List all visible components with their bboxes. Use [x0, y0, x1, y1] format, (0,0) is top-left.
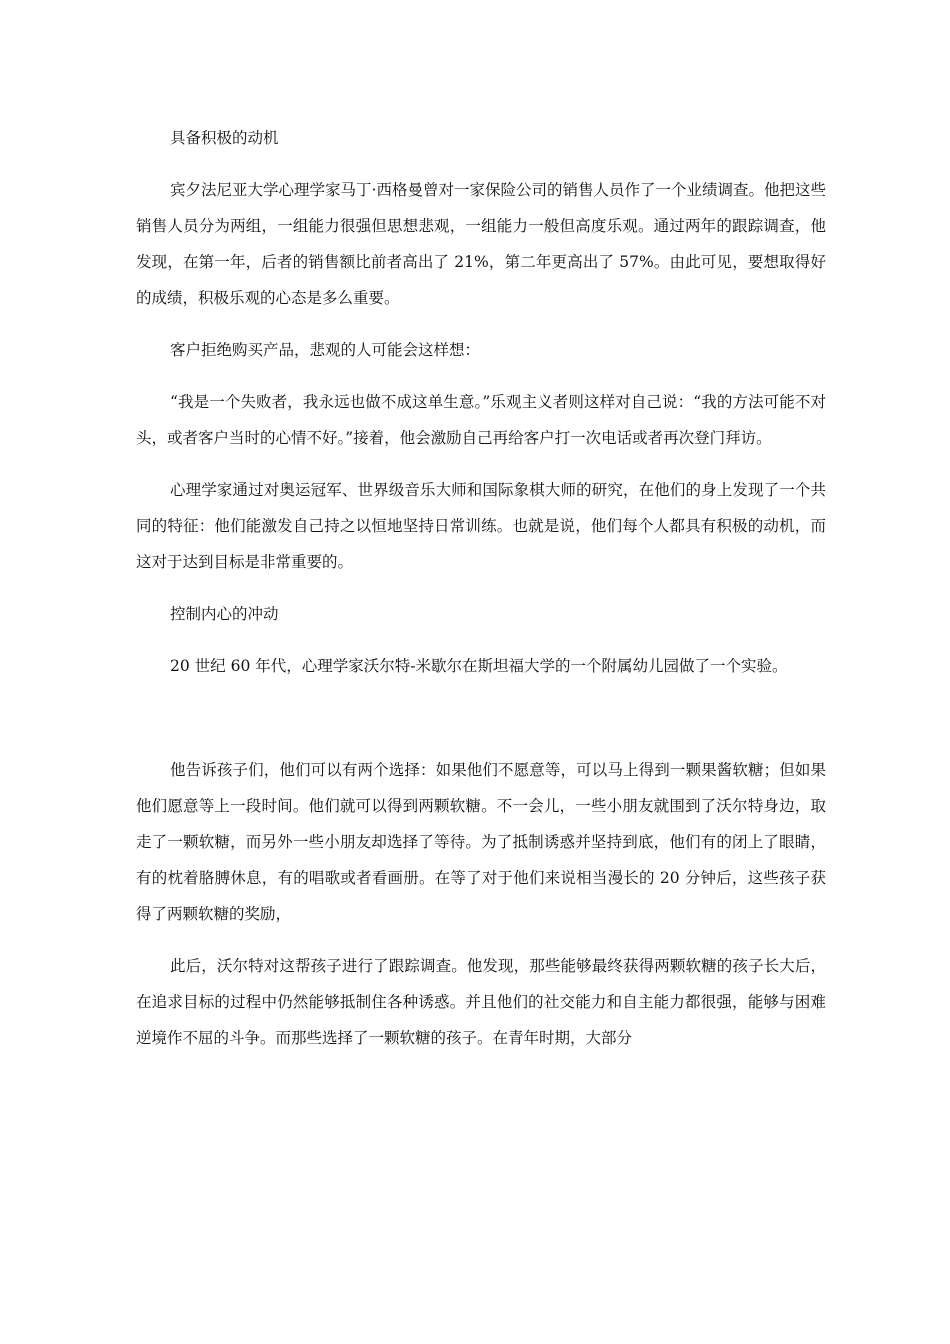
section-heading-motivation: 具备积极的动机 [170, 129, 279, 147]
paragraph-marshmallow-experiment: 他告诉孩子们，他们可以有两个选择：如果他们不愿意等，可以马上得到一颗果酱软糖；但如果他们愿意等上一段时间。他们就可以得到两颗软糖。不一会儿，一些小朋友就围到了沃尔特身边，取走了一颗软糖，而另外一些小朋友却选择了等待。为了抵制诱惑并坚持到底，他们有的闭上了眼睛，有的枕着胳膊休息，有的唱歌或者看画册。在等了对于他们来说相当漫长的 20 分钟后，这些孩子获得了两颗软糖的奖励， [136, 761, 826, 923]
paragraph-seligman-study: 宾夕法尼亚大学心理学家马丁·西格曼曾对一家保险公司的销售人员作了一个业绩调查。他把这些销售人员分为两组，一组能力很强但思想悲观，一组能力一般但高度乐观。通过两年的跟踪调查，他发现，在第一年，后者的销售额比前者高出了 21%，第二年更高出了 57%。由此可见，要想取得好的成绩，积极乐观的心态是多么重要。 [136, 181, 826, 307]
section-heading-impulse-control: 控制内心的冲动 [170, 605, 279, 623]
paragraph-follow-up-study: 此后，沃尔特对这帮孩子进行了跟踪调查。他发现，那些能够最终获得两颗软糖的孩子长大后，在追求目标的过程中仍然能够抵制住各种诱惑。并且他们的社交能力和自主能力都很强，能够与困难逆境作不屈的斗争。而那些选择了一颗软糖的孩子。在青年时期，大部分 [136, 957, 826, 1047]
paragraph-champions-research: 心理学家通过对奥运冠军、世界级音乐大师和国际象棋大师的研究，在他们的身上发现了一个共同的特征：他们能激发自己持之以恒地坚持日常训练。也就是说，他们每个人都具有积极的动机，而这对于达到目标是非常重要的。 [136, 481, 826, 571]
paragraph-mischel-intro: 20 世纪 60 年代，心理学家沃尔特-米歇尔在斯坦福大学的一个附属幼儿园做了一个实验。 [170, 657, 788, 675]
paragraph-optimist-quote: “我是一个失败者，我永远也做不成这单生意。”乐观主义者则这样对自己说：“我的方法可能不对头，或者客户当时的心情不好。”接着，他会激励自己再给客户打一次电话或者再次登门拜访。 [136, 393, 826, 447]
document-body [136, 120, 826, 1056]
paragraph-customer-refusal: 客户拒绝购买产品，悲观的人可能会这样想： [170, 341, 481, 359]
